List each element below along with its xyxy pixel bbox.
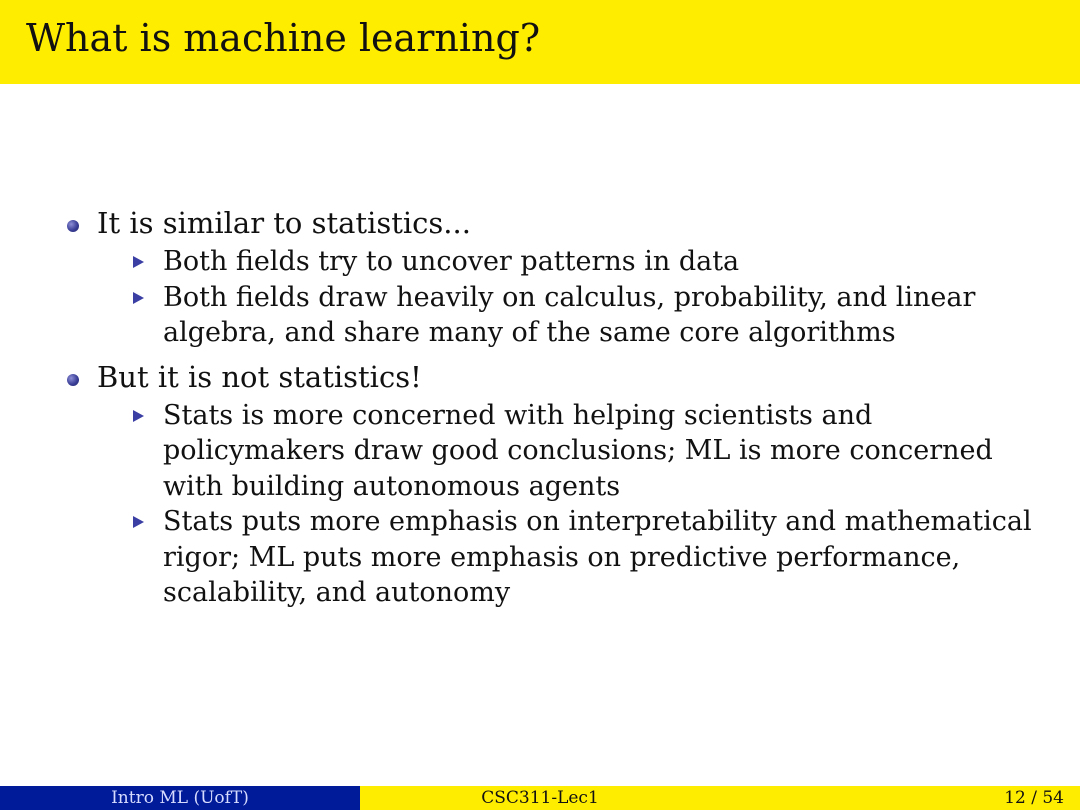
triangle-bullet-icon [133,256,144,268]
triangle-bullet-icon [133,292,144,304]
sub-bullet-emphasis-comparison [130,504,1054,611]
sub-bullet-text: Both fields try to uncover patterns in data [163,246,740,277]
slide-content [64,205,1054,619]
title-bar [0,0,1080,84]
sub-bullet-list [130,244,1054,351]
circle-bullet-icon [67,220,79,232]
sub-bullet-list [130,398,1054,611]
circle-bullet-icon [67,374,79,386]
sub-bullet-conclusions-vs-agents [130,398,1054,505]
main-bullet-not-statistics [64,359,1054,611]
slide-title: What is machine learning? [26,16,541,60]
footer [0,786,1080,810]
footer-lecture-code: CSC311-Lec1 [360,786,720,810]
main-bullet-similar-to-statistics [64,205,1054,351]
triangle-bullet-icon [133,410,144,422]
footer-page-number: 12 / 54 [720,786,1080,810]
main-bullet-text: But it is not statistics! [97,359,422,394]
main-bullet-text: It is similar to statistics... [97,206,471,240]
sub-bullet-math-foundations [130,280,1054,351]
sub-bullet-patterns [130,244,1054,280]
sub-bullet-text: Stats puts more emphasis on interpretability and mathematical rigor; ML puts more emphasis on predictive performance, scalability, and autonomy [163,506,1032,608]
sub-bullet-text: Stats is more concerned with helping scientists and policymakers draw good conclusions; ML is more concerned with building autonomous agents [163,399,993,502]
triangle-bullet-icon [133,516,144,528]
sub-bullet-text: Both fields draw heavily on calculus, probability, and linear algebra, and share many of the same core algorithms [163,281,976,348]
footer-course-info: Intro ML (UofT) [0,786,360,810]
